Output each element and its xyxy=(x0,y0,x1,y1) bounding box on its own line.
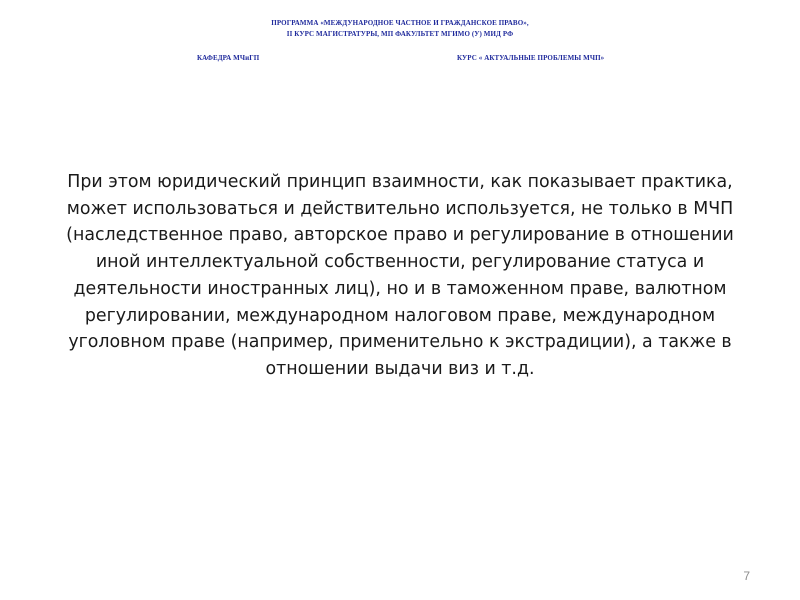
page-number: 7 xyxy=(743,569,750,583)
department-label: КАФЕДРА МЧиГП xyxy=(197,54,260,62)
body-paragraph: При этом юридический принцип взаимности, как показывает практика, может использоваться и действительно используется, не только в МЧП (наследственное право, авторское право и регулирование в отношении иной интеллектуальной собственности, регулирование статуса и деятельности иностранных лиц), но и в таможенном праве, валютном регулировании, международном налоговом праве, международном уголовном праве (например, применительно к экстрадиции), а также в отношении выдачи виз и т.д. xyxy=(66,172,734,379)
course-label: КУРС « АКТУАЛЬНЫЕ ПРОБЛЕМЫ МЧП» xyxy=(457,54,605,62)
program-title: ПРОГРАММА «МЕЖДУНАРОДНОЕ ЧАСТНОЕ И ГРАЖДАНСКОЕ ПРАВО», xyxy=(271,19,529,27)
program-subtitle: II КУРС МАГИСТРАТУРЫ, МП ФАКУЛЬТЕТ МГИМО (У) МИД РФ xyxy=(286,30,514,38)
